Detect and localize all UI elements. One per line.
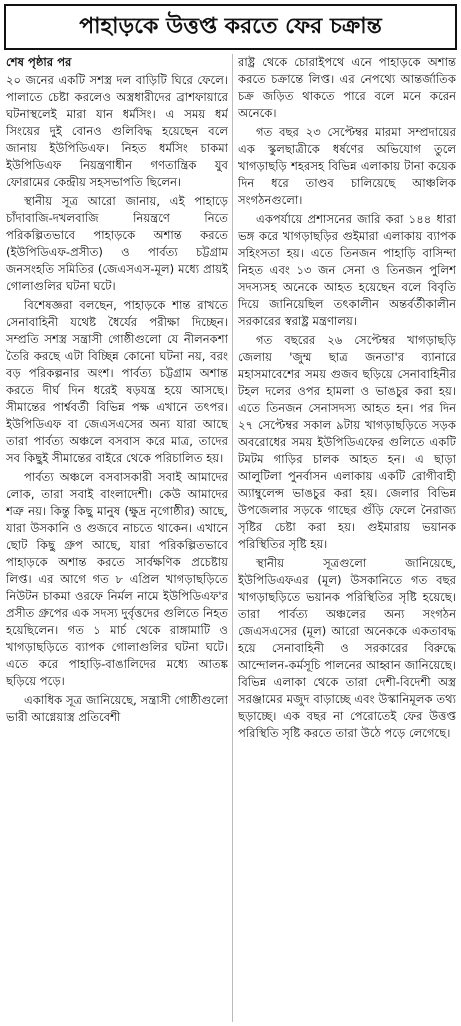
- article-paragraph: গত বছরের ২৬ সেপ্টেম্বর খাগড়াছড়ি জেলায় 'জুম্ম ছাত্র জনতা'র ব্যানারে মহাসমাবেশের সময় গুজব ছড়িয়ে সেনাবাহিনীর টহল দলের ওপর হামলা ও ভাঙচুর করা হয়। এতে তিনজন সেনাসদস্য আহত হন। পর দিন ২৭ সেপ্টেম্বর সকাল ৯টায় খাগড়াছড়িতে সড়ক অবরোধের সময় ইউপিডিএফের গুলিতে একটি টমটম গাড়ির চালক আহত হন। এ ছাড়া আলুটিলা পুনর্বাসন এলাকায় একটি রোগীবাহী অ্যাম্বুলেন্স ভাঙচুর করা হয়। জেলার বিভিন্ন উপজেলার সড়কে গাছের গুঁড়ি ফেলে নৈরাজ্য সৃষ্টির চেষ্টা করা হয়। গুইমারায় ভয়ানক পরিস্থিতির সৃষ্টি হয়।: [238, 333, 456, 551]
- article-paragraph: গত বছর ২৩ সেপ্টেম্বর মারমা সম্প্রদায়ের এক স্কুলছাত্রীকে ধর্ষণের অভিযোগ তুলে খাগড়াছড়ি শহরসহ বিভিন্ন এলাকায় টানা কয়েক দিন ধরে তাণ্ডব চালিয়েছে আঞ্চলিক সংগঠনগুলো।: [238, 125, 456, 207]
- article-paragraph: বিশেষজ্ঞরা বলছেন, পাহাড়কে শান্ত রাখতে সেনাবাহিনী যথেষ্ট ধৈর্যের পরীক্ষা দিচ্ছেন। সম্প্রতি সশস্ত্র সন্ত্রাসী গোষ্ঠীগুলো যে নীলনকশা তৈরি করছে এটা বিচ্ছিন্ন কোনো ঘটনা নয়, বরং বড় পরিকল্পনার অংশ। পার্বত্য চট্টগ্রাম অশান্ত করতে দীর্ঘ দিন ধরেই ষড়যন্ত্র হয়ে আসছে। সীমান্তের পার্শ্ববর্তী বিভিন্ন পক্ষ এখানে তৎপর। ইউপিডিএফ বা জেএসএসের অন্য যারা আছে তারা পার্বত্য অঞ্চলে বসবাস করে মাত্র, তাদের সব কিছুই সীমান্তের বাইরে থেকে পরিচালিত হয়।: [6, 298, 228, 465]
- article-paragraph: একপর্যায়ে প্রশাসনের জারি করা ১৪৪ ধারা ভঙ্গ করে খাগড়াছড়ির গুইমারা এলাকায় ব্যাপক সহিংসতা হয়। এতে তিনজন পাহাড়ি বাসিন্দা নিহত এবং ১৩ জন সেনা ও তিনজন পুলিশ সদস্যসহ অনেকে আহত হয়েছেন বলে বিবৃতি দিয়ে জানিয়েছিল তৎকালীন অন্তর্বর্তীকালীন সরকারের স্বরাষ্ট্র মন্ত্রণালয়।: [238, 212, 456, 328]
- article-column-right: [238, 54, 456, 1022]
- article-paragraph: স্থানীয় সূত্রগুলো জানিয়েছে, ইউপিডিএফএর (মূল) উসকানিতে গত বছর খাগড়াছড়িতে ভয়ানক পরিস্থিতির সৃষ্টি হয়েছে। তারা পার্বত্য অঞ্চলের অন্য সংগঠন জেএসএসের (মূল) আরো অনেককে একতাবদ্ধ হয়ে সেনাবাহিনী ও সরকারের বিরুদ্ধে আন্দোলন-কর্মসূচি পালনের আহ্বান জানিয়েছে। বিভিন্ন এলাকা থেকে তারা দেশী-বিদেশী অস্ত্র সরঞ্জামের মজুদ বাড়াচ্ছে এবং উস্কানিমূলক তথ্য ছড়াচ্ছে। এক বছর না পেরোতেই ফের উত্তপ্ত পরিস্থিতি সৃষ্টি করতে তারা উঠে পড়ে লেগেছে।: [238, 556, 456, 740]
- article-paragraph: ২০ জনের একটি সশস্ত্র দল বাড়িটি ঘিরে ফেলে। পালাতে চেষ্টা করলেও অস্ত্রধারীদের ব্রাশফায়ারে ঘটনাস্থলেই মারা যান ধর্মসিং। এ সময় ধর্ম সিংয়ের দুই বোনও গুলিবিদ্ধ হয়েছেন বলে জানায় ইউপিডিএফ। নিহত ধর্মসিং চাকমা ইউপিডিএফ নিয়ন্ত্রণাধীন গণতান্ত্রিক যুব ফোরামের কেন্দ্রীয় সহসভাপতি ছিলেন।: [6, 73, 228, 189]
- continuation-kicker: শেষ পৃষ্ঠার পর: [6, 55, 72, 69]
- article-paragraph: পার্বত্য অঞ্চলে বসবাসকারী সবাই আমাদের লোক, তারা সবাই বাংলাদেশী। কেউ আমাদের শত্রু নয়। কিন্তু কিছু মানুষ (ক্ষুদ্র নৃগোষ্ঠীর) আছে, যারা উসকানি ও গুজবে নাচতে থাকেন। এখানে ছোট কিছু গ্রুপ আছে, যারা পরিকল্পিতভাবে পাহাড়কে অশান্ত করতে সার্বক্ষণিক প্রচেষ্টায় লিপ্ত। এর আগে গত ৮ এপ্রিল খাগড়াছড়িতে নিউটন চাকমা ওরফে নির্মল নামে ইউপিডিএফ'র প্রসীত গ্রুপের এক সদস্য দুর্বৃত্তদের গুলিতে নিহত হয়েছিলেন। গত ১ মার্চ থেকে রাঙ্গামাটি ও খাগড়াছড়িতে ব্যাপক গোলাগুলির ঘটনা ঘটে। এতে করে পাহাড়ি-বাঙালিদের মধ্যে আতঙ্ক ছড়িয়ে পড়ে।: [6, 470, 228, 688]
- article-paragraph: একাধিক সূত্র জানিয়েছে, সন্ত্রাসী গোষ্ঠীগুলো ভারী আগ্নেয়াস্ত্র প্রতিবেশী: [6, 693, 228, 724]
- article-column-left: [6, 54, 228, 1022]
- article-headline: পাহাড়কে উত্তপ্ত করতে ফের চক্রান্ত: [4, 4, 457, 50]
- article-paragraph: স্থানীয় সূত্র আরো জানায়, এই পাহাড়ে চাঁদাবাজি-দখলবাজি নিয়ন্ত্রণে নিতে পরিকল্পিতভাবে পাহাড়কে অশান্ত করতে (ইউপিডিএফ-প্রসীত) ও পার্বত্য চট্টগ্রাম জনসংহতি সমিতির (জেএসএস-মূল) মধ্যে প্রায়ই গোলাগুলির ঘটনা ঘটে।: [6, 194, 228, 293]
- article-paragraph: রাষ্ট্র থেকে চোরাইপথে এনে পাহাড়কে অশান্ত করতে চক্রান্তে লিপ্ত। এর নেপথ্যে আন্তর্জাতিক চক্র জড়িত থাকতে পারে বলে মনে করেন অনেকে।: [238, 55, 456, 120]
- column-divider: [232, 54, 233, 1022]
